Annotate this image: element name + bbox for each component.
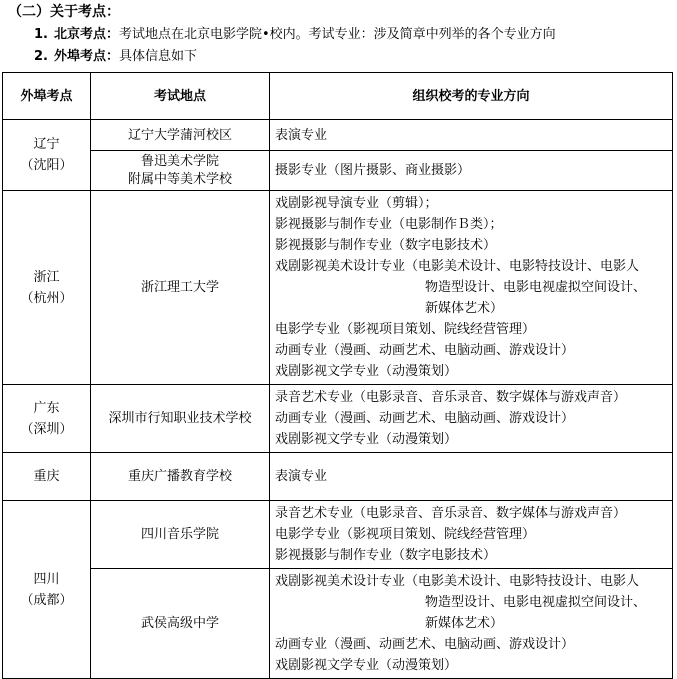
cell-line: 动画专业（漫画、动画艺术、电脑动画、游戏设计） bbox=[275, 411, 575, 426]
site-cell bbox=[91, 191, 270, 385]
cell-line: 浙江 bbox=[33, 269, 60, 285]
cell-line: 表演专业 bbox=[275, 469, 328, 484]
cell-line: 影视摄影与制作专业（数字电影技术） bbox=[275, 238, 497, 253]
region-cell bbox=[3, 191, 91, 385]
site-cell bbox=[91, 151, 270, 191]
item-text: 具体信息如下 bbox=[119, 49, 198, 64]
region-cell bbox=[3, 501, 91, 679]
header-region: 外埠考点 bbox=[3, 73, 91, 120]
site-cell bbox=[91, 385, 270, 453]
majors-cell bbox=[270, 151, 673, 191]
site-cell bbox=[91, 501, 270, 569]
table-row bbox=[3, 191, 673, 385]
majors-cell bbox=[270, 501, 673, 569]
table-row bbox=[3, 501, 673, 569]
cell-line: 录音艺术专业（电影录音、音乐录音、数字媒体与游戏声音） bbox=[275, 390, 627, 405]
majors-cell bbox=[270, 191, 673, 385]
cell-line: 电影学专业（影视项目策划、院线经营管理） bbox=[275, 527, 536, 542]
cell-line: 动画专业（漫画、动画艺术、电脑动画、游戏设计） bbox=[275, 343, 575, 358]
cell-line: （深圳） bbox=[20, 421, 73, 437]
region-cell bbox=[3, 385, 91, 453]
cell-line: 电影学专业（影视项目策划、院线经营管理） bbox=[275, 322, 536, 337]
item-label: 外埠考点： bbox=[53, 49, 119, 64]
majors-cell bbox=[270, 385, 673, 453]
cell-line: 摄影专业（图片摄影、商业摄影） bbox=[275, 163, 471, 178]
item-number: 2. bbox=[34, 49, 48, 64]
region-cell bbox=[3, 120, 91, 191]
cell-line: 辽宁 bbox=[33, 137, 60, 152]
cell-line: 重庆 bbox=[33, 469, 60, 484]
table-row bbox=[3, 120, 673, 151]
region-cell bbox=[3, 453, 91, 501]
header-site: 考试地点 bbox=[91, 73, 270, 120]
cell-line: 广东 bbox=[33, 400, 60, 416]
cell-line: 戏剧影视文学专业（动漫策划） bbox=[275, 364, 458, 379]
cell-line: 新媒体艺术） bbox=[425, 616, 504, 631]
cell-line: （沈阳） bbox=[20, 158, 73, 173]
table-row bbox=[3, 151, 673, 191]
table-row bbox=[3, 385, 673, 453]
cell-line: 鲁迅美术学院 bbox=[140, 153, 219, 169]
cell-line: 物造型设计、电影电视虚拟空间设计、 bbox=[425, 595, 647, 610]
site-cell bbox=[91, 453, 270, 501]
section-heading: （二）关于考点： bbox=[8, 4, 120, 20]
item-text: 考试地点在北京电影学院•校内。考试专业：涉及简章中列举的各个专业方向 bbox=[119, 27, 556, 42]
cell-line: 附属中等美术学校 bbox=[127, 171, 232, 187]
majors-cell bbox=[270, 453, 673, 501]
cell-line: （杭州） bbox=[20, 290, 73, 306]
table-header-row bbox=[3, 73, 673, 120]
cell-line: 武侯高级中学 bbox=[140, 616, 219, 631]
table-row bbox=[3, 453, 673, 501]
item-number: 1. bbox=[34, 27, 48, 42]
site-cell bbox=[91, 569, 270, 679]
cell-line: 影视摄影与制作专业（电影制作Ｂ类）； bbox=[275, 217, 503, 232]
table-row bbox=[3, 569, 673, 679]
cell-line: 物造型设计、电影电视虚拟空间设计、 bbox=[425, 280, 647, 295]
list-item-beijing bbox=[34, 25, 556, 45]
cell-line: （成都） bbox=[20, 592, 73, 608]
cell-line: 四川音乐学院 bbox=[140, 527, 219, 542]
cell-line: 深圳市行知职业技术学校 bbox=[108, 411, 252, 426]
cell-line: 戏剧影视美术设计专业（电影美术设计、电影特技设计、电影人 bbox=[275, 259, 640, 274]
cell-line: 戏剧影视导演专业（剪辑）； bbox=[275, 196, 438, 211]
cell-line: 录音艺术专业（电影录音、音乐录音、数字媒体与游戏声音） bbox=[275, 506, 627, 521]
header-majors: 组织校考的专业方向 bbox=[270, 73, 673, 120]
exam-site-table bbox=[2, 72, 673, 679]
cell-line: 戏剧影视文学专业（动漫策划） bbox=[275, 658, 458, 673]
cell-line: 戏剧影视文学专业（动漫策划） bbox=[275, 432, 458, 447]
cell-line: 四川 bbox=[33, 571, 60, 587]
majors-cell bbox=[270, 120, 673, 151]
majors-cell bbox=[270, 569, 673, 679]
cell-line: 辽宁大学蒲河校区 bbox=[127, 127, 232, 143]
cell-line: 重庆广播教育学校 bbox=[127, 469, 232, 484]
cell-line: 动画专业（漫画、动画艺术、电脑动画、游戏设计） bbox=[275, 637, 575, 652]
item-label: 北京考点： bbox=[53, 27, 119, 42]
cell-line: 新媒体艺术） bbox=[425, 301, 504, 316]
cell-line: 表演专业 bbox=[275, 127, 328, 143]
cell-line: 浙江理工大学 bbox=[140, 280, 219, 295]
cell-line: 戏剧影视美术设计专业（电影美术设计、电影特技设计、电影人 bbox=[275, 574, 640, 589]
cell-line: 影视摄影与制作专业（数字电影技术） bbox=[275, 548, 497, 563]
site-cell bbox=[91, 120, 270, 151]
list-item-outside bbox=[34, 47, 197, 67]
